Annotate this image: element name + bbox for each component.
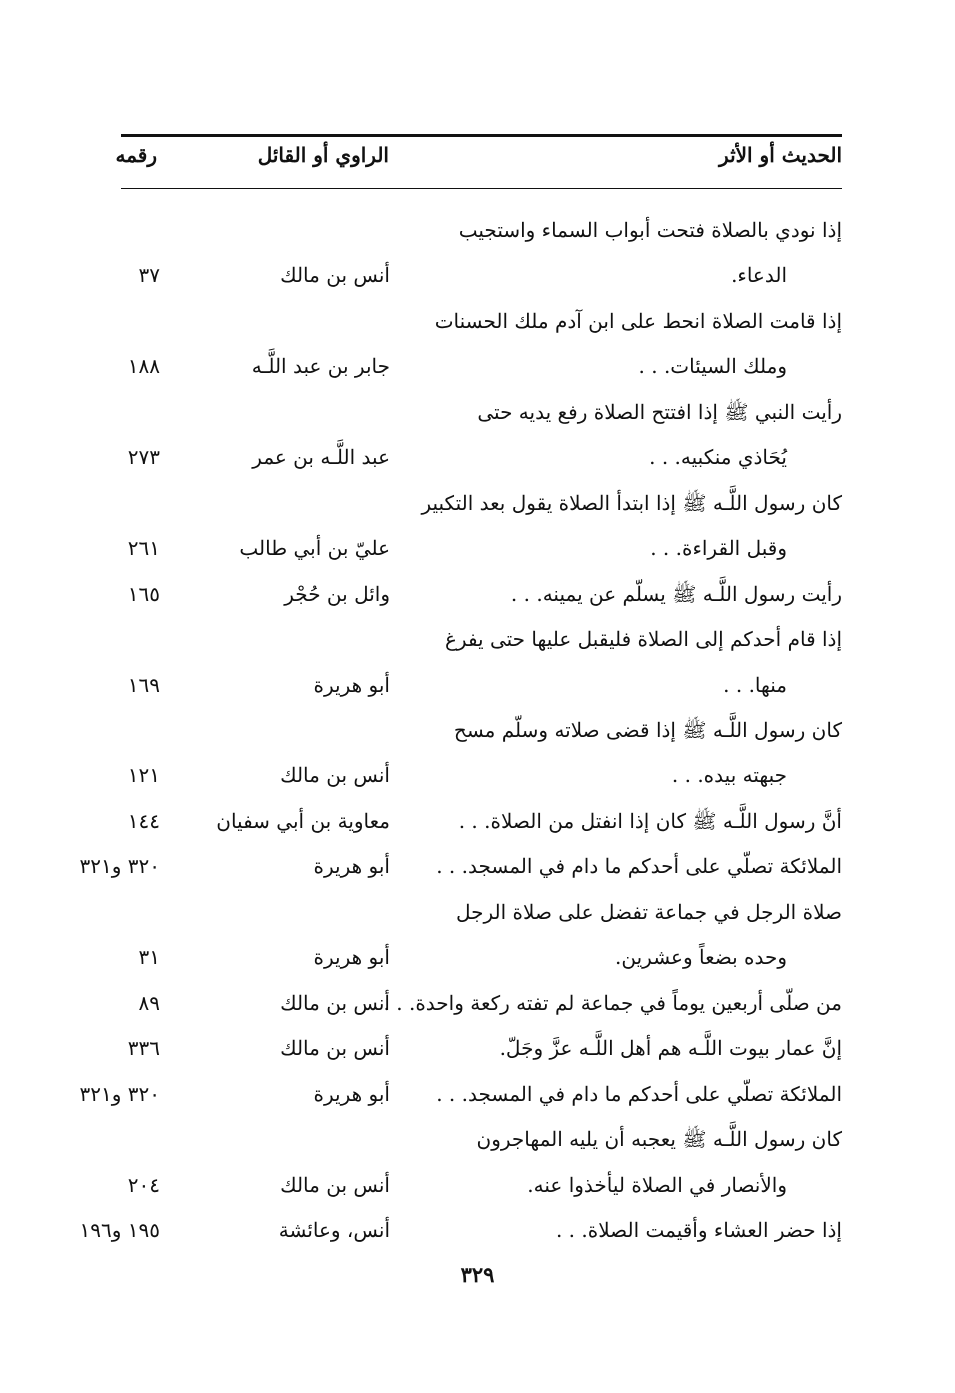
hadith-text: كان رسول اللَّـه ﷺ يعجبه أن يليه المهاجرون xyxy=(476,1127,842,1151)
hadith-number: ١٨٨ xyxy=(127,354,160,379)
hadith-number: ٢٠٤ xyxy=(127,1172,160,1197)
column-header-number: رقمه xyxy=(115,143,157,167)
hadith-text: كان رسول اللَّـه ﷺ إذا قضى صلاته وسلّم مسح xyxy=(453,718,842,742)
hadith-text: صلاة الرجل في جماعة تفضل على صلاة الرجل xyxy=(456,899,842,924)
hadith-text: الدعاء. xyxy=(731,263,787,288)
hadith-text: وقبل القراءة. . . xyxy=(650,536,787,561)
hadith-number: ١٤٤ xyxy=(127,808,160,833)
narrator: عبد اللَّـه بن عمر xyxy=(252,445,390,470)
narrator: أنس بن مالك xyxy=(280,263,390,288)
narrator: أبو هريرة xyxy=(313,672,390,697)
hadith-text: والأنصار في الصلاة ليأخذوا عنه. xyxy=(527,1172,787,1197)
index-line xyxy=(0,754,955,796)
narrator: أبو هريرة xyxy=(313,1081,390,1106)
index-line xyxy=(0,982,955,1024)
hadith-text: وحده بضعاً وعشرين. xyxy=(615,945,787,970)
hadith-number: ١٢١ xyxy=(127,763,160,788)
index-line xyxy=(0,891,955,933)
hadith-text: رأيت النبي ﷺ إذا افتتح الصلاة رفع يديه حتى xyxy=(477,399,842,424)
hadith-text: كان رسول اللَّـه ﷺ إذا ابتدأ الصلاة يقول بعد التكبير xyxy=(421,490,842,515)
hadith-text: إذا حضر العشاء وأقيمت الصلاة. . . xyxy=(555,1217,842,1242)
index-line xyxy=(0,1073,955,1115)
index-line xyxy=(0,1209,955,1251)
narrator: أنس بن مالك xyxy=(280,763,390,788)
narrator: أنس بن مالك xyxy=(280,1036,390,1061)
narrator: أبو هريرة xyxy=(313,854,390,879)
index-line xyxy=(0,573,955,615)
hadith-number: ٣٧ xyxy=(138,263,160,288)
index-line xyxy=(0,300,955,342)
hadith-text: إذا نودي بالصلاة فتحت أبواب السماء واستجيب xyxy=(458,218,842,242)
index-line xyxy=(0,664,955,706)
index-line xyxy=(0,482,955,524)
hadith-number: ٣٢٠ و٣٢١ xyxy=(79,854,160,879)
index-line xyxy=(0,800,955,842)
index-line xyxy=(0,618,955,660)
hadith-text: يُحَاذي منكبيه. . . xyxy=(649,445,787,470)
narrator: عليّ بن أبي طالب xyxy=(239,536,390,561)
page-number: ٣٢٩ xyxy=(460,1262,495,1287)
narrator: وائل بن حُجْر xyxy=(284,581,390,606)
narrator: جابر بن عبد اللَّـه xyxy=(251,354,390,379)
narrator: أنس بن مالك xyxy=(280,1172,390,1197)
index-line xyxy=(0,1027,955,1069)
index-line xyxy=(0,436,955,478)
hadith-text: من صلّى أربعين يوماً في جماعة لم تفته ركعة واحدة. . . xyxy=(383,990,842,1015)
hadith-number: ٣٣٦ xyxy=(127,1036,160,1061)
hadith-text: الملائكة تصلّي على أحدكم ما دام في المسجد. . . xyxy=(436,854,842,879)
hadith-text: إذا قامت الصلاة انحط على ابن آدم ملك الحسنات xyxy=(434,308,842,333)
hadith-number: ١٦٩ xyxy=(127,672,160,697)
index-line xyxy=(0,254,955,296)
hadith-number: ٢٧٣ xyxy=(127,445,160,470)
index-line xyxy=(0,391,955,433)
narrator: أنس، وعائشة xyxy=(278,1217,390,1242)
hadith-number: ٣١ xyxy=(138,945,160,970)
hadith-number: ١٩٥ و١٩٦ xyxy=(79,1217,160,1242)
column-header-narrator: الراوي أو القائل xyxy=(257,143,389,167)
index-line xyxy=(0,345,955,387)
hadith-number: ١٦٥ xyxy=(127,581,160,606)
hadith-text: جبهته بيده. . . xyxy=(671,763,787,788)
index-line xyxy=(0,209,955,251)
hadith-number: ٢٦١ xyxy=(127,536,160,561)
hadith-text: الملائكة تصلّي على أحدكم ما دام في المسجد. . . xyxy=(436,1081,842,1106)
hadith-number: ٣٢٠ و٣٢١ xyxy=(79,1081,160,1106)
hadith-text: إذا قام أحدكم إلى الصلاة فليقبل عليها حتى يفرغ xyxy=(444,627,842,651)
hadith-text: منها. . . xyxy=(723,672,787,697)
index-line xyxy=(0,709,955,751)
hadith-text: أنَّ رسول اللَّـه ﷺ كان إذا انفتل من الصلاة. . . xyxy=(458,808,842,833)
index-line xyxy=(0,845,955,887)
hadith-number: ٨٩ xyxy=(138,990,160,1015)
index-line xyxy=(0,936,955,978)
index-line xyxy=(0,1164,955,1206)
index-line xyxy=(0,527,955,569)
index-line xyxy=(0,1118,955,1160)
hadith-text: إنَّ عمار بيوت اللَّـه هم أهل اللَّـه عزَّ وجَلّ. xyxy=(499,1036,842,1061)
narrator: أنس بن مالك xyxy=(280,990,390,1015)
hadith-text: رأيت رسول اللَّـه ﷺ يسلّم عن يمينه. . . xyxy=(510,581,842,606)
narrator: أبو هريرة xyxy=(313,945,390,970)
column-header-hadith: الحديث أو الأثر xyxy=(719,143,842,167)
hadith-text: وملك السيئات. . . xyxy=(638,354,787,379)
narrator: معاوية بن أبي سفيان xyxy=(216,808,390,833)
